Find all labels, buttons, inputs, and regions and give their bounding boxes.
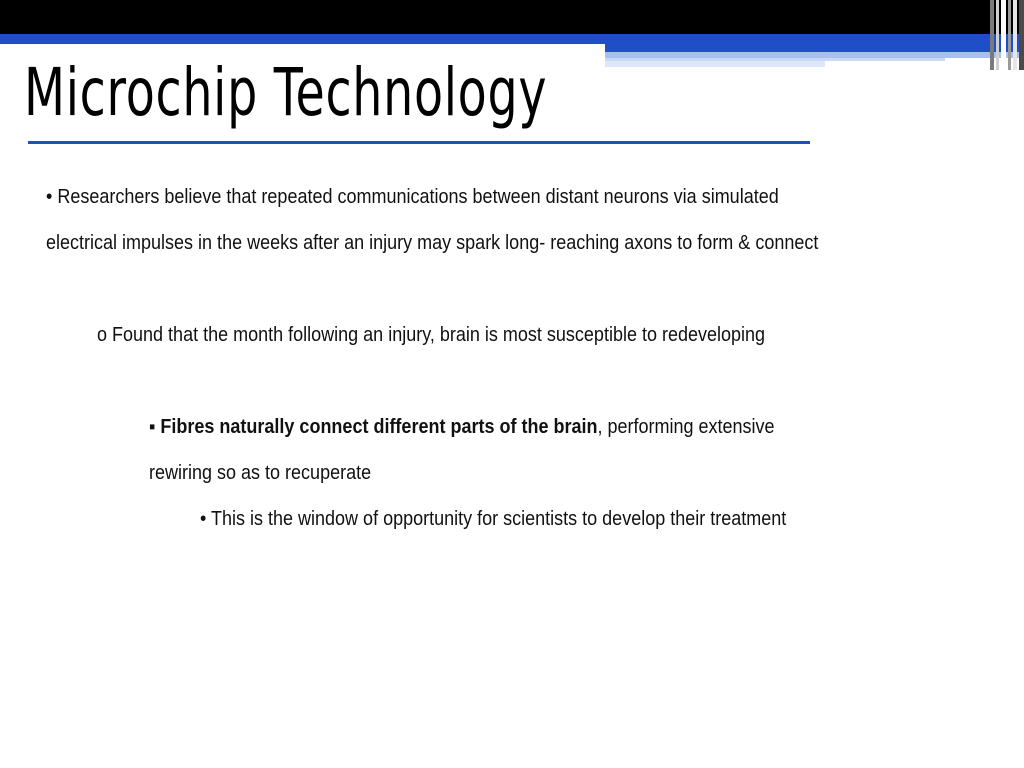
bullet-text: Researchers believe that repeated communications between distant neurons via simulated electrical impulses in the weeks after an injury may spark long- reaching axons to form & connect	[46, 186, 819, 254]
slide-title: Microchip Technology	[24, 54, 548, 131]
bullet-marker: ▪	[149, 416, 156, 438]
header-blue-bar-right	[605, 44, 1024, 52]
bullet-level-4	[200, 496, 794, 542]
bullet-level-3	[149, 404, 788, 496]
bullet-marker: o	[97, 324, 108, 346]
header-faint-blue-bar	[605, 61, 825, 67]
bullet-text: Found that the month following an injury, brain is most susceptible to redeveloping	[112, 324, 766, 346]
bullet-marker: •	[200, 508, 207, 530]
header-stripes	[990, 0, 1024, 70]
bullet-marker: •	[46, 186, 53, 208]
bullet-bold-text: Fibres naturally connect different parts of the brain	[160, 416, 598, 438]
header-blue-bar	[0, 34, 1024, 44]
bullet-text: , performing extensive rewiring so as to recuperate	[149, 416, 775, 484]
bullet-level-1	[46, 174, 831, 266]
bullet-text: This is the window of opportunity for scientists to develop their treatment	[210, 508, 787, 530]
header-white-band	[0, 44, 605, 50]
title-underline	[28, 141, 810, 144]
header-black-bar	[0, 0, 1024, 34]
bullet-level-2	[97, 312, 781, 358]
